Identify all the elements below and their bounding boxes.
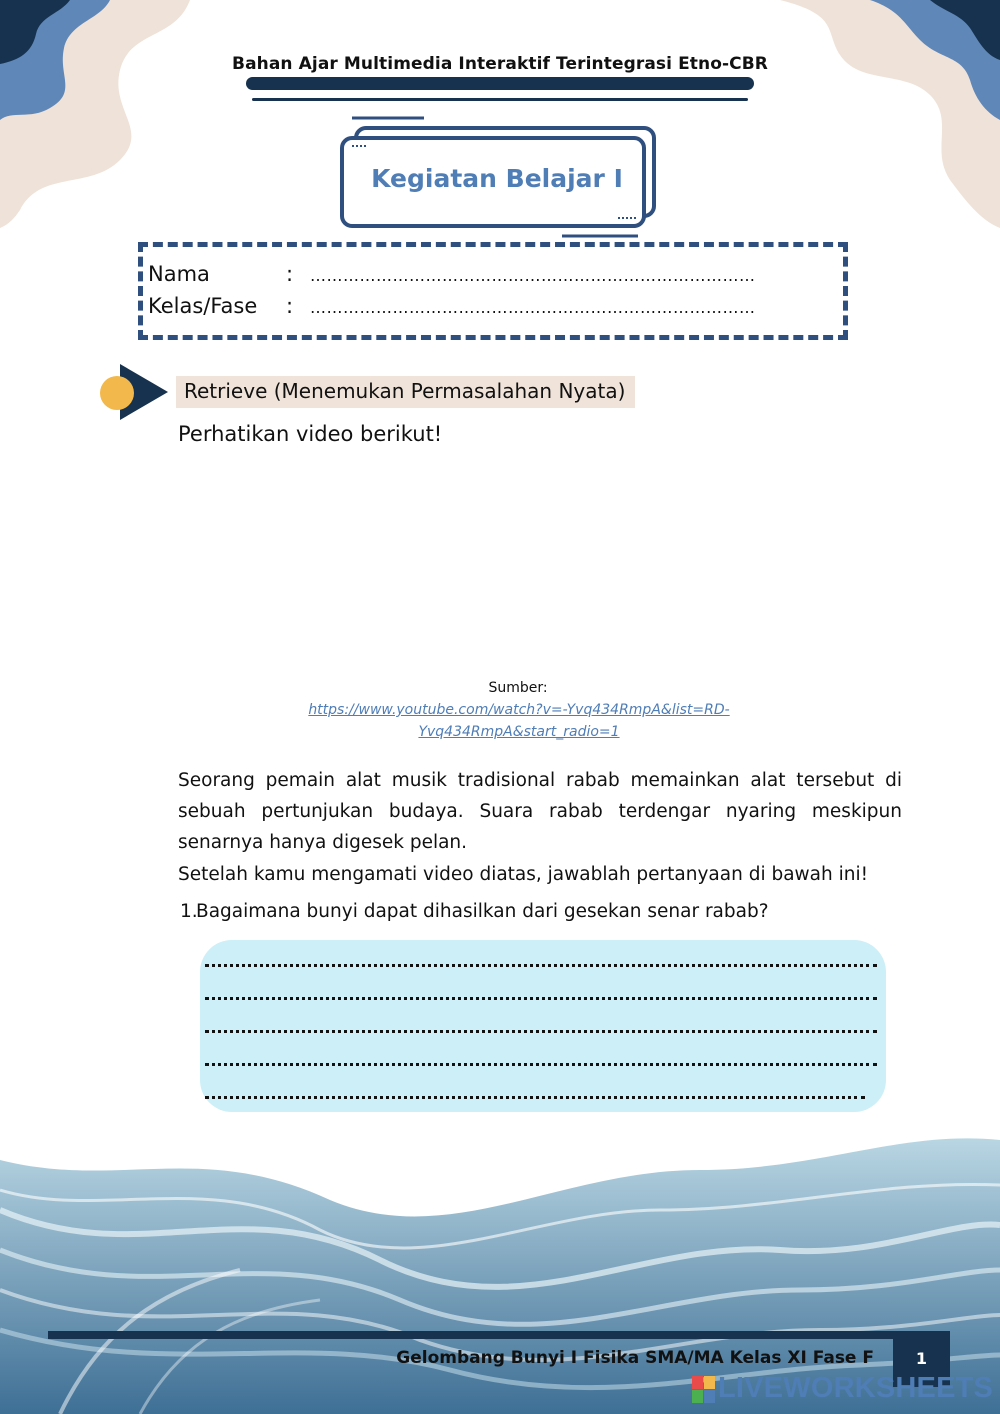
answer-line [205,1063,877,1066]
identity-box [138,242,848,340]
question-instruction: Setelah kamu mengamati video diatas, jawablah pertanyaan di bawah ini! [178,864,869,885]
class-colon: : [286,294,294,318]
name-field[interactable]: ……………………………………………………………………… [310,266,756,285]
answer-line [205,1030,877,1033]
corner-decoration-left [0,0,200,230]
answer-line [205,1096,865,1099]
corner-decoration-right [780,0,1000,230]
class-label: Kelas/Fase [148,294,258,318]
footer-text: Gelombang Bunyi I Fisika SMA/MA Kelas XI Fase F [396,1348,874,1368]
question-1 [180,901,769,922]
source-label: Sumber: [488,680,548,696]
header-title: Bahan Ajar Multimedia Interaktif Terintegrasi Etno-CBR [232,54,768,74]
question-number: 1. [180,901,198,922]
class-row [148,294,756,318]
source-link[interactable]: https://www.youtube.com/watch?v=-Yvq434RmpA&list=RD-Yvq434RmpA&start_radio=1 [308,702,730,740]
video-instruction: Perhatikan video berikut! [178,422,443,446]
footer-bar [48,1331,950,1339]
liveworksheets-brand[interactable]: LIVEWORKSHEETS [718,1372,994,1404]
section-title: Retrieve (Menemukan Permasalahan Nyata) [176,376,635,408]
header-line [252,98,748,101]
activity-title: Kegiatan Belajar I [371,164,623,193]
section-arrow-icon [96,362,172,422]
question-text: Bagaimana bunyi dapat dihasilkan dari gesekan senar rabab? [196,901,769,922]
class-field[interactable]: ……………………………………………………………………… [310,298,756,317]
liveworksheets-logo-icon [692,1376,716,1404]
name-colon: : [286,262,294,286]
answer-line [205,997,877,1000]
answer-line [205,964,877,967]
name-row [148,262,756,286]
page-number: 1 [915,1349,928,1368]
header-bar [246,77,754,90]
story-paragraph: Seorang pemain alat musik tradisional rabab memainkan alat tersebut di sebuah pertunjukan budaya. Suara rabab terdengar nyaring meskipun senarnya hanya digesek pelan. [178,770,902,853]
name-label: Nama [148,262,210,286]
